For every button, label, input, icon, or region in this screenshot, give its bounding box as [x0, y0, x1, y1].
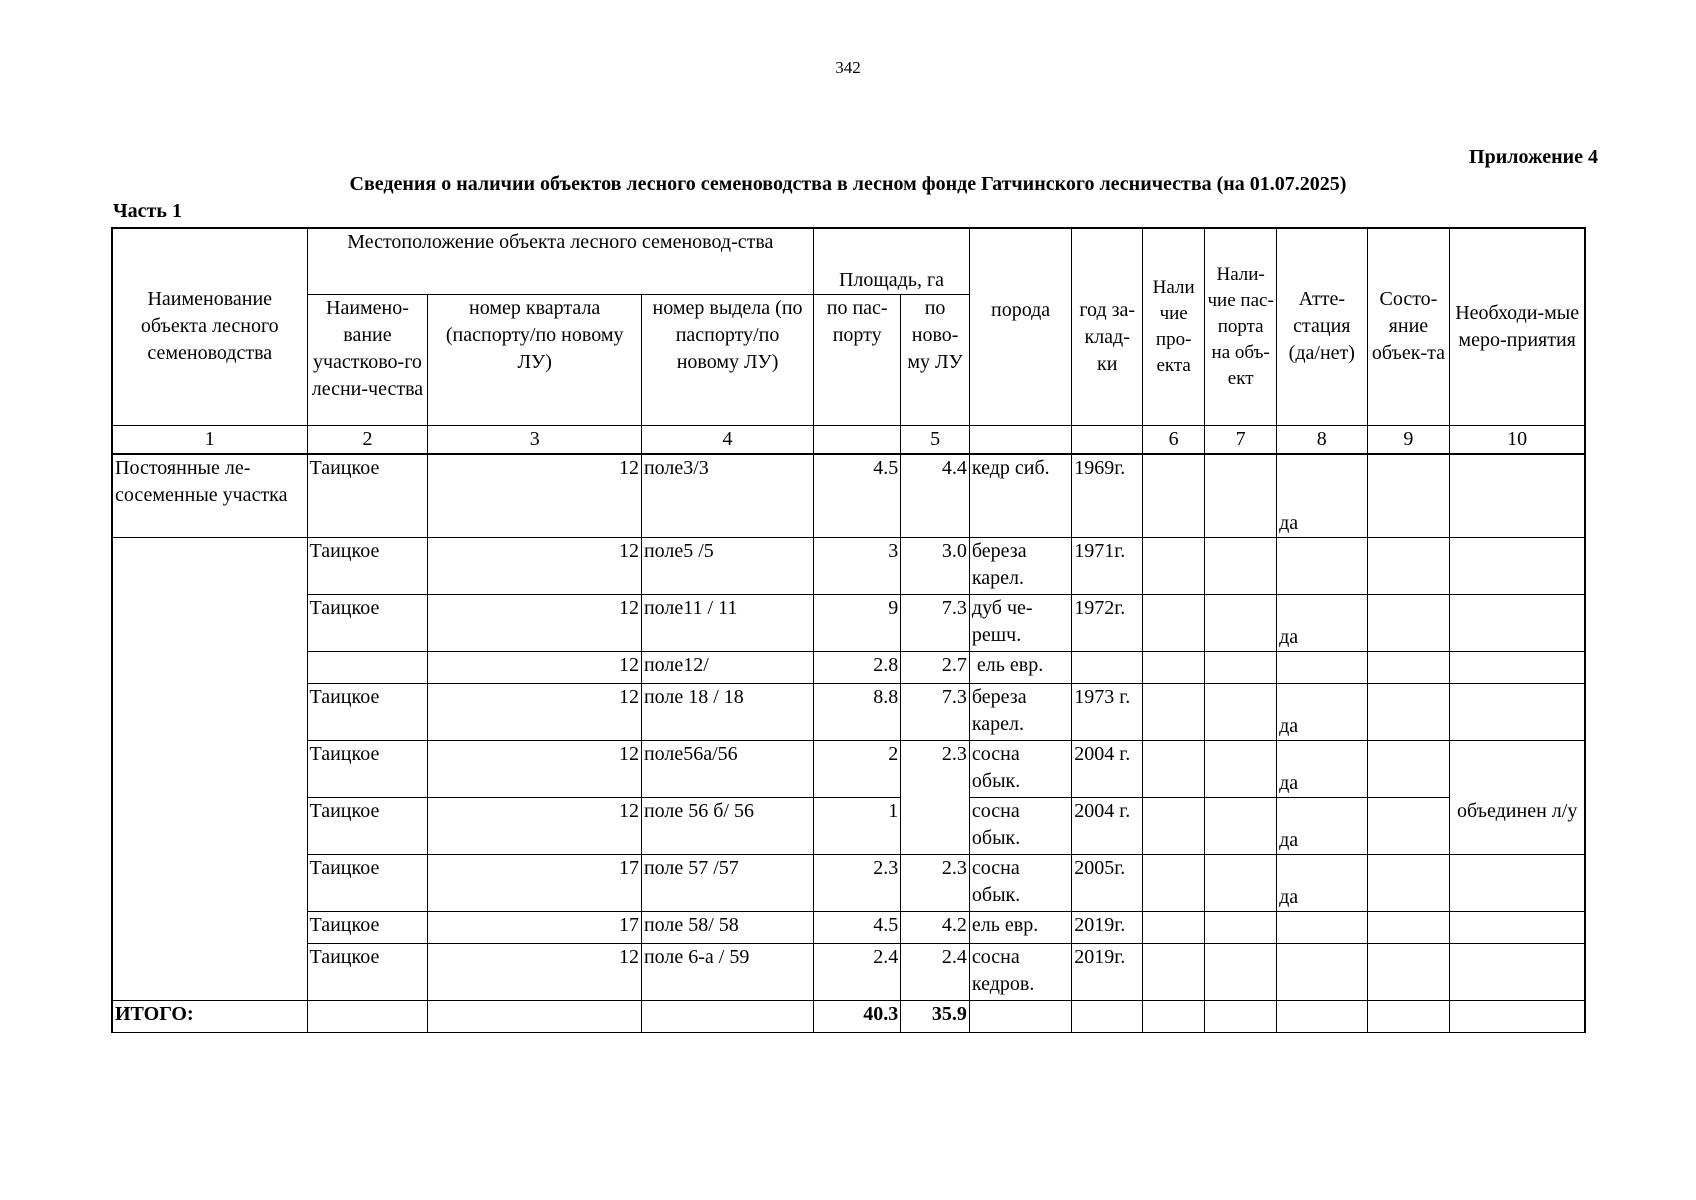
part-label: Часть 1	[113, 200, 182, 222]
column-number: 7	[1205, 425, 1277, 454]
cell-area-passport: 2.3	[814, 855, 901, 912]
cell-year: 2019г.	[1072, 944, 1143, 1001]
cell-area-passport: 4.5	[814, 454, 901, 538]
cell-section: поле56а/56	[641, 741, 813, 798]
cell-quarter: 12	[428, 798, 642, 855]
cell-area-passport: 2	[814, 741, 901, 798]
cell-species: ель евр.	[969, 652, 1071, 684]
cell-attestation	[1277, 912, 1367, 944]
column-number: 5	[901, 425, 970, 454]
column-number: 1	[112, 425, 307, 454]
cell-forestry: Таицкое	[307, 912, 428, 944]
cell-area-new: 4.4	[901, 454, 970, 538]
merged-measure-text: объединен л/у	[1456, 800, 1578, 822]
cell-section: поле3/3	[641, 454, 813, 538]
cell-area-passport: 4.5	[814, 912, 901, 944]
cell-forestry: Таицкое	[307, 595, 428, 652]
total-area-passport: 40.3	[814, 1001, 901, 1033]
cell-quarter: 17	[428, 912, 642, 944]
table-row	[112, 684, 1585, 741]
cell-forestry: Таицкое	[307, 538, 428, 595]
cell-attestation	[1277, 652, 1367, 684]
header-area: Площадь, га	[814, 228, 970, 294]
cell-attestation: да	[1277, 855, 1367, 912]
header-passport: Нали-чие пас-порта на объ-ект	[1205, 228, 1277, 425]
cell-forestry: Таицкое	[307, 454, 428, 538]
cell-species: дуб че-решч.	[969, 595, 1071, 652]
header-quarter: номер квартала (паспорту/по новому ЛУ)	[428, 294, 642, 425]
column-number: 6	[1143, 425, 1205, 454]
header-area-new: по ново-му ЛУ	[901, 294, 970, 425]
table-row	[112, 538, 1585, 595]
cell-species: береза карел.	[969, 538, 1071, 595]
cell-year	[1072, 652, 1143, 684]
cell-area-passport: 2.4	[814, 944, 901, 1001]
cell-forestry: Таицкое	[307, 944, 428, 1001]
document-title: Сведения о наличии объектов лесного семеноводства в лесном фонде Гатчинского лесничества (на 01.07.2025)	[349, 173, 1347, 195]
column-number: 9	[1367, 425, 1450, 454]
cell-forestry: Таицкое	[307, 741, 428, 798]
cell-quarter: 12	[428, 944, 642, 1001]
header-measures: Необходи-мые меро-приятия	[1450, 228, 1585, 425]
cell-year: 2019г.	[1072, 912, 1143, 944]
table-row	[112, 741, 1585, 798]
cell-attestation: да	[1277, 684, 1367, 741]
cell-section: поле 6-а / 59	[641, 944, 813, 1001]
cell-species: ель евр.	[969, 912, 1071, 944]
cell-year: 2004 г.	[1072, 798, 1143, 855]
table-row	[112, 798, 1585, 855]
table-row	[112, 454, 1585, 538]
object-name-blank	[112, 538, 307, 1001]
cell-attestation: да	[1277, 454, 1367, 538]
cell-area-new: 3.0	[901, 538, 970, 595]
cell-forestry: Таицкое	[307, 684, 428, 741]
cell-attestation	[1277, 538, 1367, 595]
object-name: Постоянные ле-сосеменные участка	[112, 454, 307, 538]
cell-year: 1971г.	[1072, 538, 1143, 595]
header-object-name: Наименование объекта лесного семеноводства	[112, 228, 307, 425]
header-area-passport: по пас-порту	[814, 294, 901, 425]
cell-species: береза карел.	[969, 684, 1071, 741]
total-label: ИТОГО:	[112, 1001, 307, 1033]
cell-section: поле11 / 11	[641, 595, 813, 652]
cell-quarter: 12	[428, 652, 642, 684]
cell-area-new: 2.3	[901, 741, 970, 855]
column-number: 4	[641, 425, 813, 454]
column-number	[969, 425, 1071, 454]
header-year: год за-клад-ки	[1072, 228, 1143, 425]
cell-species: сосна обык.	[969, 798, 1071, 855]
cell-year: 1972г.	[1072, 595, 1143, 652]
cell-quarter: 12	[428, 538, 642, 595]
cell-section: поле5 /5	[641, 538, 813, 595]
cell-year: 1973 г.	[1072, 684, 1143, 741]
cell-attestation	[1277, 944, 1367, 1001]
cell-forestry: Таицкое	[307, 798, 428, 855]
cell-area-new: 7.3	[901, 595, 970, 652]
cell-area-passport: 1	[814, 798, 901, 855]
cell-area-new: 7.3	[901, 684, 970, 741]
cell-attestation: да	[1277, 798, 1367, 855]
cell-forestry	[307, 652, 428, 684]
cell-quarter: 17	[428, 855, 642, 912]
header-project: Нали чие про-екта	[1143, 228, 1205, 425]
page-number: 342	[835, 58, 861, 77]
table-row	[112, 595, 1585, 652]
cell-year: 2004 г.	[1072, 741, 1143, 798]
cell-area-new: 4.2	[901, 912, 970, 944]
cell-area-passport: 3	[814, 538, 901, 595]
cell-area-new: 2.4	[901, 944, 970, 1001]
cell-section: поле 18 / 18	[641, 684, 813, 741]
cell-species: сосна обык.	[969, 741, 1071, 798]
cell-quarter: 12	[428, 684, 642, 741]
cell-quarter: 12	[428, 741, 642, 798]
header-species: порода	[969, 228, 1071, 425]
cell-species: сосна обык.	[969, 855, 1071, 912]
cell-area-passport: 2.8	[814, 652, 901, 684]
cell-forestry: Таицкое	[307, 855, 428, 912]
cell-measures	[1450, 741, 1585, 855]
cell-attestation: да	[1277, 595, 1367, 652]
seed-objects-table	[111, 227, 1586, 1033]
header-forestry: Наимено-вание участково-го лесни-чества	[307, 294, 428, 425]
total-area-new: 35.9	[901, 1001, 970, 1033]
header-attestation: Атте-стация (да/нет)	[1277, 228, 1367, 425]
cell-section: поле 56 б/ 56	[641, 798, 813, 855]
total-row	[112, 1001, 1585, 1033]
table-row	[112, 912, 1585, 944]
cell-year: 1969г.	[1072, 454, 1143, 538]
cell-quarter: 12	[428, 595, 642, 652]
table-row	[112, 855, 1585, 912]
table-row	[112, 944, 1585, 1001]
header-condition: Состо-яние объек-та	[1367, 228, 1450, 425]
cell-section: поле12/	[641, 652, 813, 684]
cell-species: кедр сиб.	[969, 454, 1071, 538]
cell-area-passport: 8.8	[814, 684, 901, 741]
cell-species: сосна кедров.	[969, 944, 1071, 1001]
table-row	[112, 652, 1585, 684]
column-number: 10	[1450, 425, 1585, 454]
column-number	[814, 425, 901, 454]
cell-quarter: 12	[428, 454, 642, 538]
cell-area-new: 2.3	[901, 855, 970, 912]
column-number: 8	[1277, 425, 1367, 454]
cell-attestation: да	[1277, 741, 1367, 798]
cell-year: 2005г.	[1072, 855, 1143, 912]
cell-section: поле 57 /57	[641, 855, 813, 912]
column-number: 3	[428, 425, 642, 454]
cell-area-new: 2.7	[901, 652, 970, 684]
cell-area-passport: 9	[814, 595, 901, 652]
column-number	[1072, 425, 1143, 454]
header-section: номер выдела (по паспорту/по новому ЛУ)	[641, 294, 813, 425]
column-number: 2	[307, 425, 428, 454]
cell-section: поле 58/ 58	[641, 912, 813, 944]
appendix-label: Приложение 4	[1469, 146, 1598, 168]
header-location: Местоположение объекта лесного семеновод-ства	[307, 228, 814, 294]
